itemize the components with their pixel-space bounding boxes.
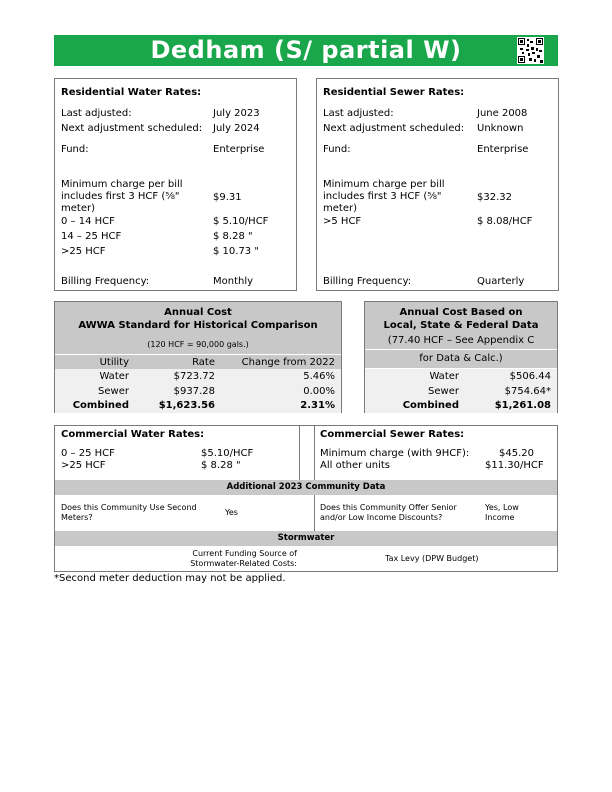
- col-utility: Utility: [99, 357, 129, 368]
- utility-cell: Sewer: [98, 386, 129, 397]
- billing-value: Quarterly: [477, 276, 525, 287]
- local-note-2: for Data & Calc.): [365, 349, 557, 367]
- annual-cost-local-box: [364, 301, 558, 413]
- billing-value: Monthly: [213, 276, 254, 287]
- residential-water-heading: Residential Water Rates:: [61, 87, 202, 98]
- last-adjusted-value: June 2008: [477, 108, 528, 119]
- commercial-and-community-box: [54, 425, 558, 572]
- tier-label: >25 HCF: [61, 460, 106, 471]
- tier-label: 0 – 14 HCF: [61, 216, 115, 227]
- tier-label: >25 HCF: [61, 246, 106, 257]
- column-divider: [314, 495, 315, 531]
- tier-value: $ 5.10/HCF: [213, 216, 269, 227]
- awwa-column-headers: [55, 354, 341, 369]
- commercial-water-heading: Commercial Water Rates:: [61, 429, 205, 440]
- utility-cell: Combined: [72, 400, 129, 411]
- table-row: [55, 369, 341, 384]
- last-adjusted-value: July 2023: [213, 108, 260, 119]
- min-charge-label: Minimum charge per bill includes first 3 HCF (⅝" meter): [323, 179, 445, 214]
- local-note: (77.40 HCF – See Appendix C: [387, 335, 535, 346]
- footnote: *Second meter deduction may not be applied.: [54, 573, 286, 584]
- annual-cost-awwa-box: [54, 301, 342, 413]
- stormwater-value: Tax Levy (DPW Budget): [385, 554, 479, 563]
- tier-label: Minimum charge (with 9HCF):: [320, 448, 470, 459]
- col-change: Change from 2022: [241, 357, 335, 368]
- column-divider: [299, 426, 300, 481]
- tier-value: $ 8.08/HCF: [477, 216, 533, 227]
- local-subtitle: Local, State & Federal Data: [383, 320, 539, 331]
- tier-value: $ 8.28 ": [201, 460, 241, 471]
- last-adjusted-label: Last adjusted:: [61, 108, 132, 119]
- residential-sewer-heading: Residential Sewer Rates:: [323, 87, 465, 98]
- min-charge-value: $32.32: [477, 192, 512, 203]
- commercial-sewer-heading: Commercial Sewer Rates:: [320, 429, 465, 440]
- utility-cell: Combined: [402, 400, 459, 411]
- second-meters-question: Does this Community Use Second Meters?: [61, 503, 197, 522]
- table-row: [55, 398, 341, 413]
- rate-cell: $1,623.56: [158, 400, 215, 411]
- local-header: [365, 302, 557, 368]
- stormwater-label: Current Funding Source of Stormwater-Related Costs:: [190, 549, 297, 568]
- residential-water-box: [54, 78, 297, 291]
- tier-label: All other units: [320, 460, 390, 471]
- min-charge-label: Minimum charge per bill includes first 3 HCF (⅝" meter): [61, 179, 183, 214]
- residential-sewer-box: [316, 78, 559, 291]
- awwa-subtitle: AWWA Standard for Historical Comparison: [78, 320, 318, 331]
- local-title: Annual Cost Based on: [399, 307, 523, 318]
- tier-value: $ 10.73 ": [213, 246, 259, 257]
- qr-code-icon: [517, 37, 544, 64]
- tier-value: $5.10/HCF: [201, 448, 254, 459]
- rate-cell: $1,261.08: [494, 400, 551, 411]
- discounts-answer: Yes, Low Income: [485, 503, 519, 522]
- rate-cell: $937.28: [173, 386, 215, 397]
- second-meters-answer: Yes: [225, 508, 238, 517]
- table-row: [55, 384, 341, 399]
- fund-value: Enterprise: [213, 144, 265, 155]
- tier-value: $45.20: [499, 448, 534, 459]
- fund-label: Fund:: [323, 144, 351, 155]
- page-title: Dedham (S/ partial W): [150, 36, 462, 64]
- next-adjustment-value: July 2024: [213, 123, 260, 134]
- awwa-note: (120 HCF = 90,000 gals.): [147, 340, 249, 349]
- utility-cell: Sewer: [428, 386, 459, 397]
- next-adjustment-value: Unknown: [477, 123, 524, 134]
- tier-label: 14 – 25 HCF: [61, 231, 122, 242]
- change-cell: 0.00%: [303, 386, 335, 397]
- fund-label: Fund:: [61, 144, 89, 155]
- tier-value: $11.30/HCF: [485, 460, 544, 471]
- additional-data-heading: Additional 2023 Community Data: [55, 480, 557, 495]
- awwa-title: Annual Cost: [164, 307, 232, 318]
- stormwater-heading: Stormwater: [55, 531, 557, 546]
- utility-cell: Water: [99, 371, 129, 382]
- table-row: [365, 369, 557, 384]
- table-row: [365, 398, 557, 413]
- fund-value: Enterprise: [477, 144, 529, 155]
- next-adjustment-label: Next adjustment scheduled:: [61, 123, 203, 134]
- change-cell: 2.31%: [300, 400, 335, 411]
- tier-label: >5 HCF: [323, 216, 362, 227]
- column-divider: [314, 426, 315, 481]
- discounts-question: Does this Community Offer Senior and/or Low Income Discounts?: [320, 503, 457, 522]
- billing-label: Billing Frequency:: [323, 276, 412, 287]
- change-cell: 5.46%: [303, 371, 335, 382]
- utility-cell: Water: [429, 371, 459, 382]
- next-adjustment-label: Next adjustment scheduled:: [323, 123, 465, 134]
- rate-cell: $754.64*: [504, 386, 551, 397]
- rate-cell: $723.72: [173, 371, 215, 382]
- tier-value: $ 8.28 ": [213, 231, 253, 242]
- table-row: [365, 384, 557, 399]
- billing-label: Billing Frequency:: [61, 276, 150, 287]
- last-adjusted-label: Last adjusted:: [323, 108, 394, 119]
- min-charge-value: $9.31: [213, 192, 242, 203]
- tier-label: 0 – 25 HCF: [61, 448, 115, 459]
- rate-cell: $506.44: [509, 371, 551, 382]
- title-banner: [54, 35, 558, 66]
- col-rate: Rate: [192, 357, 215, 368]
